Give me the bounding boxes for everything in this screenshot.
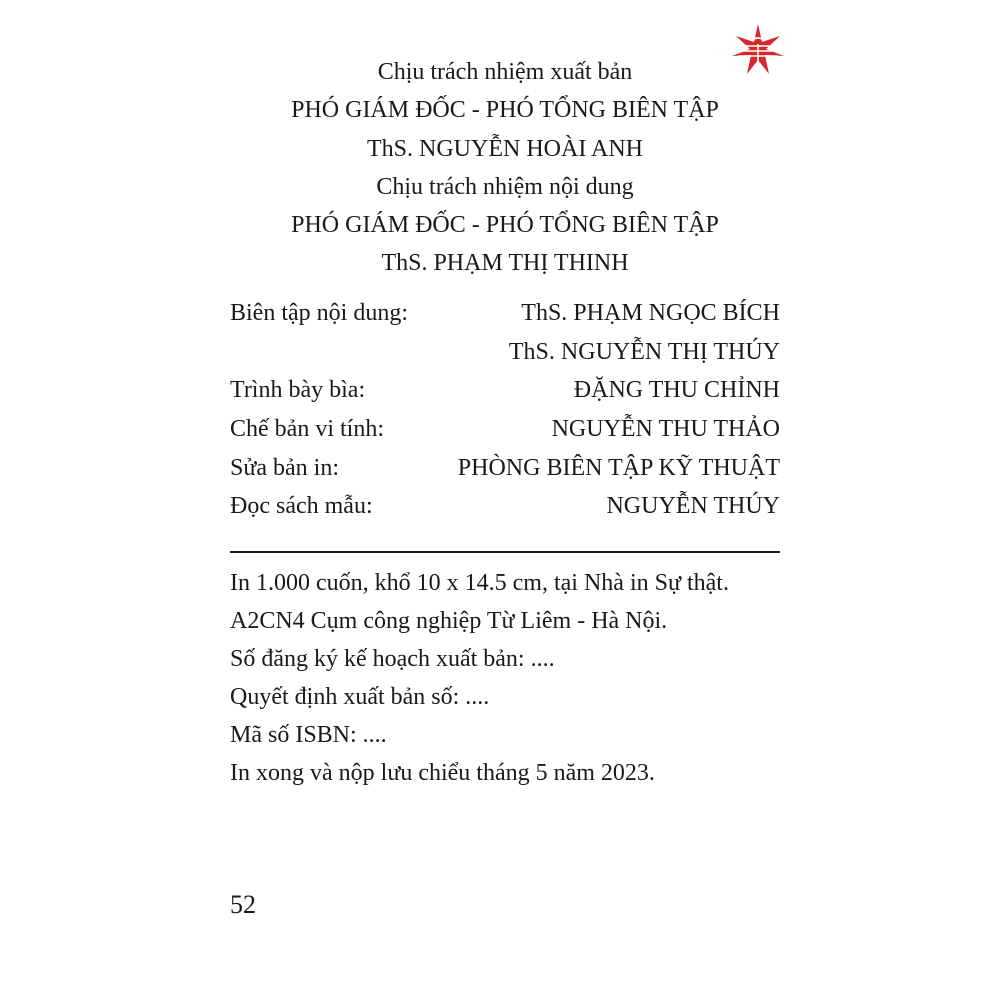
imprint-line: A2CN4 Cụm công nghiệp Từ Liêm - Hà Nội. bbox=[230, 608, 668, 634]
page-number: 52 bbox=[230, 890, 256, 919]
imprint-line: Số đăng ký kế hoạch xuất bản: .... bbox=[230, 646, 555, 672]
content-responsibility-heading: Chịu trách nhiệm nội dung bbox=[376, 174, 634, 200]
publishing-responsibility-title: PHÓ GIÁM ĐỐC - PHÓ TỔNG BIÊN TẬP bbox=[291, 97, 719, 123]
publishing-responsibility-name: ThS. NGUYỄN HOÀI ANH bbox=[367, 136, 643, 162]
imprint-line: Quyết định xuất bản số: .... bbox=[230, 684, 490, 710]
credit-label-sample-reading: Đọc sách mẫu: bbox=[230, 493, 373, 519]
credit-label-cover-design: Trình bày bìa: bbox=[230, 377, 366, 403]
credit-value-sample-reading: NGUYỄN THÚY bbox=[606, 493, 780, 519]
content-responsibility-name: ThS. PHẠM THỊ THINH bbox=[381, 250, 629, 276]
imprint-line: In 1.000 cuốn, khổ 10 x 14.5 cm, tại Nhà in Sự thật. bbox=[230, 570, 729, 596]
content-responsibility-title: PHÓ GIÁM ĐỐC - PHÓ TỔNG BIÊN TẬP bbox=[291, 212, 719, 238]
publishing-responsibility-heading: Chịu trách nhiệm xuất bản bbox=[377, 59, 633, 85]
credit-value-typesetting: NGUYỄN THU THẢO bbox=[551, 416, 780, 442]
imprint-line: In xong và nộp lưu chiểu tháng 5 năm 2023. bbox=[230, 760, 655, 786]
credit-value-proofreading: PHÒNG BIÊN TẬP KỸ THUẬT bbox=[457, 455, 780, 481]
credit-value-cover-design: ĐẶNG THU CHỈNH bbox=[573, 377, 780, 403]
credit-label-content-editor: Biên tập nội dung: bbox=[230, 300, 408, 326]
imprint-line: Mã số ISBN: .... bbox=[230, 722, 387, 748]
credit-label-proofreading: Sửa bản in: bbox=[230, 455, 339, 481]
credit-value-content-editor-2: ThS. NGUYỄN THỊ THÚY bbox=[508, 339, 780, 365]
divider-rule bbox=[230, 551, 780, 553]
credit-label-typesetting: Chế bản vi tính: bbox=[230, 416, 384, 442]
credit-value-content-editor-1: ThS. PHẠM NGỌC BÍCH bbox=[521, 300, 780, 326]
